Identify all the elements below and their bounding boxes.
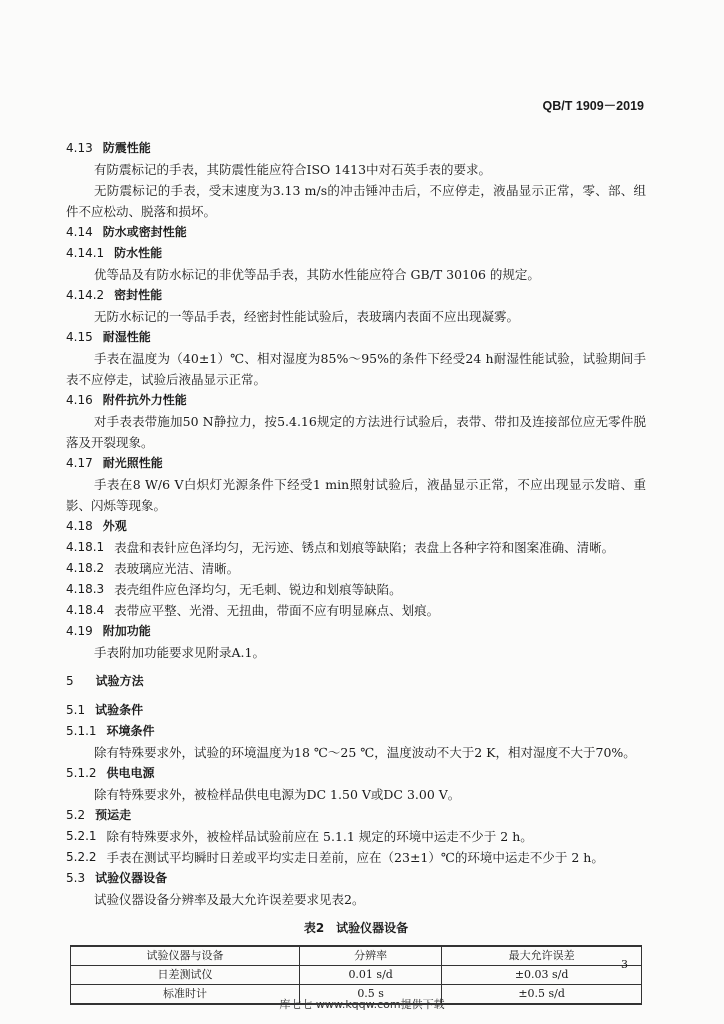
section-heading-4-19: 4.19 附加功能 bbox=[66, 624, 151, 638]
section-heading-4-17: 4.17 耐光照性能 bbox=[66, 456, 163, 470]
section-heading-5: 5 试验方法 bbox=[66, 674, 144, 688]
page-number: 3 bbox=[621, 958, 628, 971]
list-item: 4.18.2 表玻璃应光洁、清晰。 bbox=[66, 561, 240, 576]
column-header: 最大允许误差 bbox=[442, 946, 642, 966]
section-heading-5-1-1: 5.1.1 环境条件 bbox=[66, 724, 155, 738]
column-header: 分辨率 bbox=[300, 946, 442, 966]
table-cell: ±0.5 s/d bbox=[442, 985, 642, 1005]
list-item: 4.18.3 表壳组件应色泽均匀，无毛刺、锐边和划痕等缺陷。 bbox=[66, 582, 402, 597]
section-heading-5-3: 5.3 试验仪器设备 bbox=[66, 871, 168, 885]
paragraph: 有防震标记的手表，其防震性能应符合ISO 1413中对石英手表的要求。 bbox=[94, 162, 492, 177]
section-heading-4-14-2: 4.14.2 密封性能 bbox=[66, 288, 163, 302]
table-cell: ±0.03 s/d bbox=[442, 966, 642, 985]
paragraph: 手表附加功能要求见附录A.1。 bbox=[94, 645, 265, 660]
section-heading-4-15: 4.15 耐湿性能 bbox=[66, 330, 151, 344]
paragraph: 试验仪器设备分辨率及最大允许误差要求见表2。 bbox=[94, 892, 365, 907]
table-cell: 0.01 s/d bbox=[300, 966, 442, 985]
list-item: 4.18.1 表盘和表针应色泽均匀，无污迹、锈点和划痕等缺陷；表盘上各种字符和图案准确、清晰。 bbox=[66, 540, 615, 555]
paragraph: 手表在温度为（40±1）℃、相对湿度为85%～95%的条件下经受24 h耐湿性能试验，试验期间手表不应停走，试验后液晶显示正常。 bbox=[66, 351, 646, 387]
paragraph: 除有特殊要求外，试验的环境温度为18 ℃～25 ℃，温度波动不大于2 K，相对湿度不大于70%。 bbox=[94, 745, 636, 760]
section-heading-4-14: 4.14 防水或密封性能 bbox=[66, 225, 187, 239]
table-row bbox=[71, 966, 642, 985]
table-cell: 日差测试仪 bbox=[71, 966, 300, 985]
section-heading-4-18: 4.18 外观 bbox=[66, 519, 127, 533]
paragraph: 优等品及有防水标记的非优等品手表，其防水性能应符合 GB/T 30106 的规定。 bbox=[94, 267, 540, 282]
paragraph: 除有特殊要求外，被检样品供电电源为DC 1.50 V或DC 3.00 V。 bbox=[94, 787, 461, 802]
standard-code: QB/T 1909－2019 bbox=[542, 99, 644, 113]
download-footer: 库七七 www.kqqw.com提供下载 bbox=[279, 998, 445, 1011]
list-item: 5.2.1 除有特殊要求外，被检样品试验前应在 5.1.1 规定的环境中运走不少于 2 h。 bbox=[66, 829, 533, 844]
section-heading-5-1: 5.1 试验条件 bbox=[66, 703, 144, 717]
table-title: 表2 试验仪器设备 bbox=[303, 921, 409, 935]
table-cell: 标准时计 bbox=[71, 985, 300, 1005]
table-header-row bbox=[71, 946, 642, 966]
section-heading-5-2: 5.2 预运走 bbox=[66, 808, 132, 822]
section-heading-4-16: 4.16 附件抗外力性能 bbox=[66, 393, 187, 407]
table-cell: 0.5 s bbox=[300, 985, 442, 1005]
column-header: 试验仪器与设备 bbox=[71, 946, 300, 966]
paragraph: 无防水标记的一等品手表，经密封性能试验后，表玻璃内表面不应出现凝雾。 bbox=[94, 309, 520, 324]
section-heading-4-13: 4.13 防震性能 bbox=[66, 141, 151, 155]
list-item: 4.18.4 表带应平整、光滑、无扭曲，带面不应有明显麻点、划痕。 bbox=[66, 603, 440, 618]
list-item: 5.2.2 手表在测试平均瞬时日差或平均实走日差前，应在（23±1）℃的环境中运走不少于 2 h。 bbox=[66, 850, 604, 865]
paragraph: 无防震标记的手表，受末速度为3.13 m/s的冲击锤冲击后，不应停走，液晶显示正常，零、部、组件不应松动、脱落和损坏。 bbox=[66, 183, 646, 219]
section-heading-4-14-1: 4.14.1 防水性能 bbox=[66, 246, 163, 260]
paragraph: 对手表表带施加50 N静拉力，按5.4.16规定的方法进行试验后，表带、带扣及连接部位应无零件脱落及开裂现象。 bbox=[66, 414, 646, 450]
document-body bbox=[66, 138, 646, 1005]
paragraph: 手表在8 W/6 V白炽灯光源条件下经受1 min照射试验后，液晶显示正常，不应出现显示发暗、重影、闪烁等现象。 bbox=[66, 477, 646, 513]
section-heading-5-1-2: 5.1.2 供电电源 bbox=[66, 766, 155, 780]
